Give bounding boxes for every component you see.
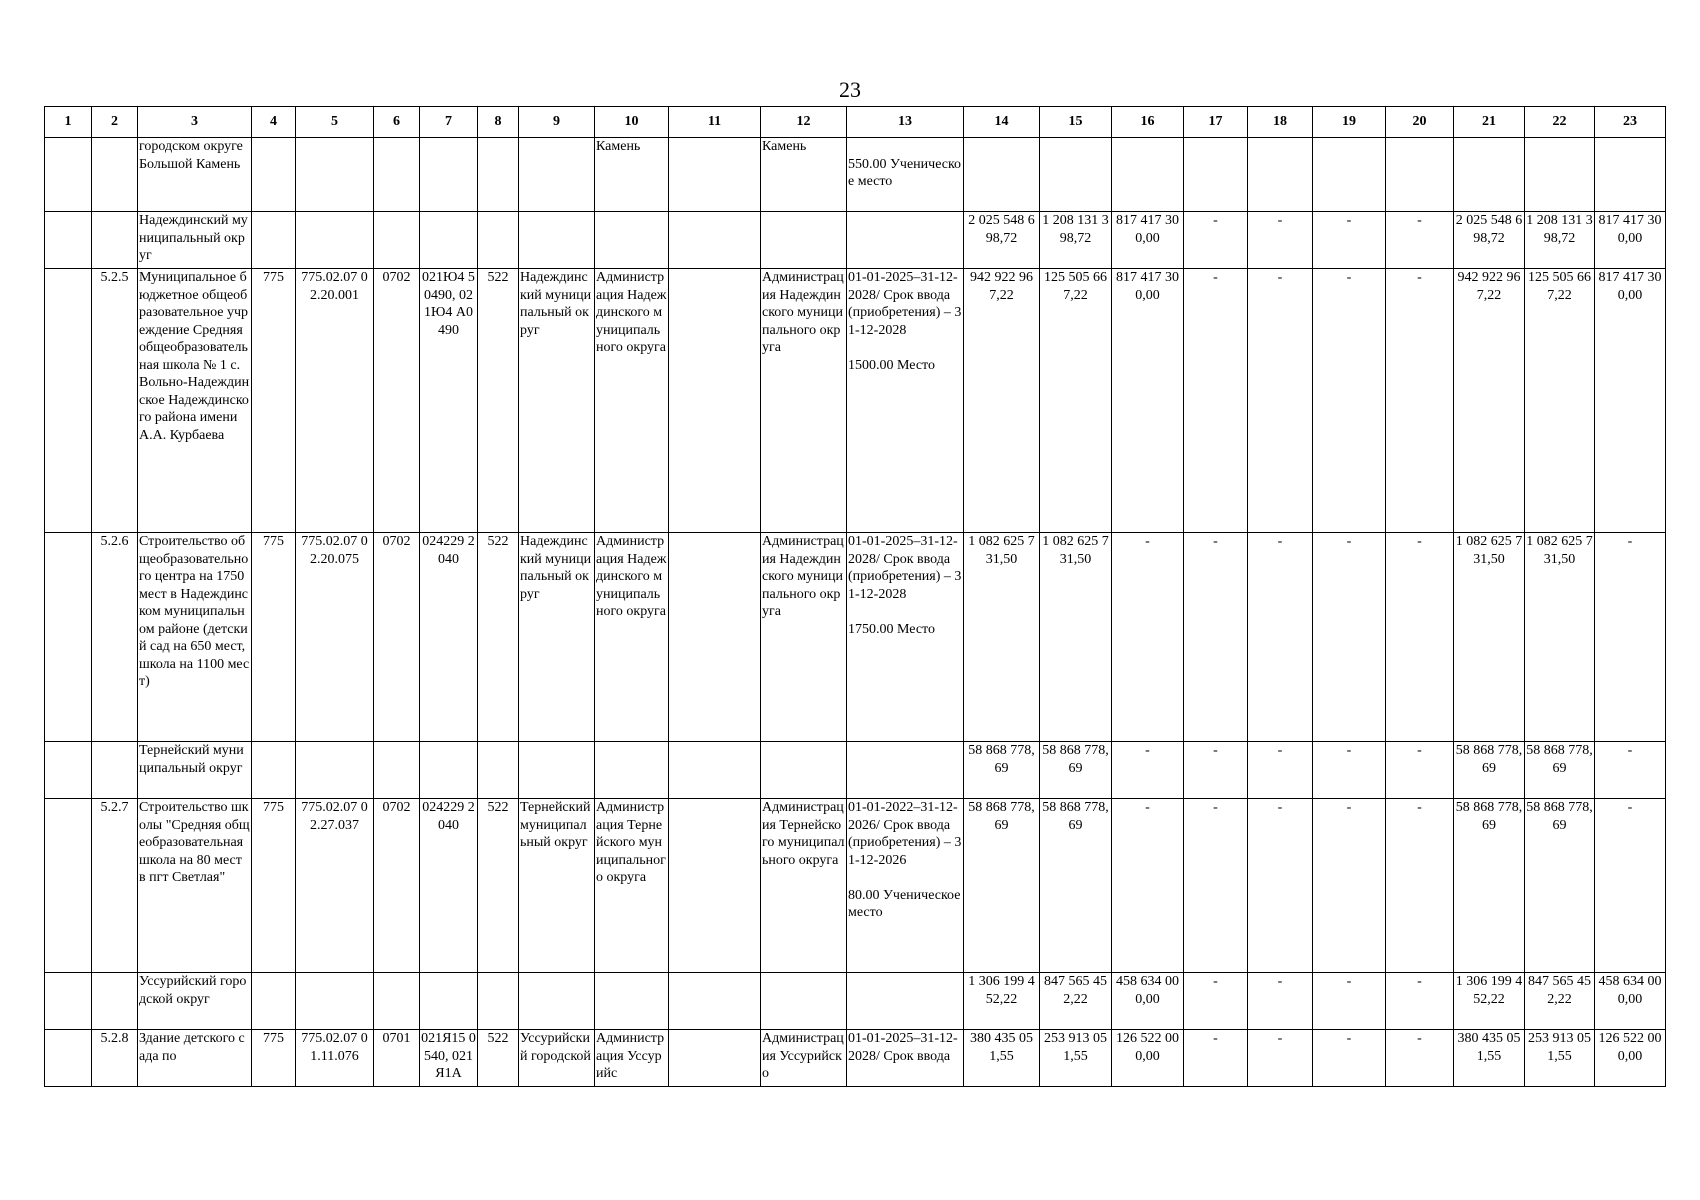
cell-col-7 bbox=[420, 742, 478, 799]
cell-col-12 bbox=[761, 212, 847, 269]
cell-col-23: 126 522 000,00 bbox=[1595, 1030, 1666, 1087]
group-row bbox=[45, 212, 1666, 269]
column-header: 14 bbox=[964, 107, 1040, 138]
cell-col-14: 2 025 548 698,72 bbox=[964, 212, 1040, 269]
cell-col-10: Администрация Надеждинского муниципального округа bbox=[595, 269, 669, 533]
cell-col-2 bbox=[92, 212, 138, 269]
column-header: 18 bbox=[1248, 107, 1313, 138]
cell-col-8 bbox=[478, 973, 519, 1030]
cell-col-12: Администрация Тернейского муниципального округа bbox=[761, 799, 847, 973]
column-header: 5 bbox=[296, 107, 374, 138]
cell-col-3: городском округе Большой Камень bbox=[138, 138, 252, 212]
cell-col-10: Администрация Надеждинского муниципального округа bbox=[595, 533, 669, 742]
cell-col-2: 5.2.6 bbox=[92, 533, 138, 742]
cell-col-4: 775 bbox=[252, 799, 296, 973]
cell-col-5: 775.02.07 01.11.076 bbox=[296, 1030, 374, 1087]
cell-col-17 bbox=[1184, 138, 1248, 212]
cell-col-3: Строительство общеобразовательного центра на 1750 мест в Надеждинском муниципальном районе (детский сад на 650 мест, школа на 1100 мест) bbox=[138, 533, 252, 742]
cell-col-19: - bbox=[1313, 533, 1386, 742]
cell-col-13: 01-01-2025–31-12-2028/ Срок ввода (приобретения) – 31-12-2028 1750.00 Место bbox=[847, 533, 964, 742]
cell-col-6 bbox=[374, 212, 420, 269]
cell-col-22: 58 868 778,69 bbox=[1525, 742, 1595, 799]
cell-col-15: 58 868 778,69 bbox=[1040, 799, 1112, 973]
cell-col-16: - bbox=[1112, 533, 1184, 742]
cell-col-19 bbox=[1313, 138, 1386, 212]
cell-col-16: 458 634 000,00 bbox=[1112, 973, 1184, 1030]
cell-col-8 bbox=[478, 212, 519, 269]
cell-col-15: 253 913 051,55 bbox=[1040, 1030, 1112, 1087]
column-header: 16 bbox=[1112, 107, 1184, 138]
continuation-row bbox=[45, 138, 1666, 212]
cell-col-8: 522 bbox=[478, 799, 519, 973]
cell-col-16: 817 417 300,00 bbox=[1112, 269, 1184, 533]
column-header: 22 bbox=[1525, 107, 1595, 138]
cell-col-8 bbox=[478, 742, 519, 799]
cell-col-4 bbox=[252, 212, 296, 269]
cell-col-14: 380 435 051,55 bbox=[964, 1030, 1040, 1087]
cell-col-9: Уссурийский городской bbox=[519, 1030, 595, 1087]
cell-col-11 bbox=[669, 138, 761, 212]
cell-col-21 bbox=[1454, 138, 1525, 212]
cell-col-22: 1 082 625 731,50 bbox=[1525, 533, 1595, 742]
cell-col-23: 817 417 300,00 bbox=[1595, 269, 1666, 533]
cell-col-2 bbox=[92, 138, 138, 212]
cell-col-10: Администрация Тернейского муниципального округа bbox=[595, 799, 669, 973]
cell-col-11 bbox=[669, 269, 761, 533]
cell-col-7 bbox=[420, 973, 478, 1030]
cell-col-3: Строительство школы "Средняя общеобразовательная школа на 80 мест в пгт Светлая" bbox=[138, 799, 252, 973]
cell-col-18: - bbox=[1248, 1030, 1313, 1087]
cell-col-19: - bbox=[1313, 212, 1386, 269]
cell-col-20 bbox=[1386, 138, 1454, 212]
column-header: 19 bbox=[1313, 107, 1386, 138]
cell-col-2: 5.2.8 bbox=[92, 1030, 138, 1087]
cell-col-12 bbox=[761, 973, 847, 1030]
cell-col-19: - bbox=[1313, 799, 1386, 973]
cell-col-9: Надеждинский муниципальный округ bbox=[519, 533, 595, 742]
cell-col-23: 817 417 300,00 bbox=[1595, 212, 1666, 269]
item-row bbox=[45, 269, 1666, 533]
cell-col-23: 458 634 000,00 bbox=[1595, 973, 1666, 1030]
cell-col-20: - bbox=[1386, 269, 1454, 533]
cell-col-14: 942 922 967,22 bbox=[964, 269, 1040, 533]
group-row bbox=[45, 742, 1666, 799]
cell-col-20: - bbox=[1386, 1030, 1454, 1087]
column-header: 2 bbox=[92, 107, 138, 138]
cell-col-15: 847 565 452,22 bbox=[1040, 973, 1112, 1030]
cell-col-1 bbox=[45, 973, 92, 1030]
cell-col-9 bbox=[519, 973, 595, 1030]
cell-col-23: - bbox=[1595, 533, 1666, 742]
cell-col-18: - bbox=[1248, 212, 1313, 269]
cell-col-11 bbox=[669, 1030, 761, 1087]
column-header: 12 bbox=[761, 107, 847, 138]
cell-col-20: - bbox=[1386, 973, 1454, 1030]
item-row bbox=[45, 799, 1666, 973]
cell-col-20: - bbox=[1386, 533, 1454, 742]
cell-col-9: Надеждинский муниципальный округ bbox=[519, 269, 595, 533]
cell-col-19: - bbox=[1313, 269, 1386, 533]
cell-col-16: - bbox=[1112, 799, 1184, 973]
cell-col-7: 021Ю4 50490, 021Ю4 А0490 bbox=[420, 269, 478, 533]
column-header: 21 bbox=[1454, 107, 1525, 138]
cell-col-17: - bbox=[1184, 742, 1248, 799]
cell-col-18: - bbox=[1248, 973, 1313, 1030]
cell-col-6 bbox=[374, 742, 420, 799]
cell-col-4 bbox=[252, 742, 296, 799]
cell-col-12 bbox=[761, 742, 847, 799]
cell-col-13: 01-01-2022–31-12-2026/ Срок ввода (приобретения) – 31-12-2026 80.00 Ученическое место bbox=[847, 799, 964, 973]
cell-col-22: 253 913 051,55 bbox=[1525, 1030, 1595, 1087]
cell-col-21: 380 435 051,55 bbox=[1454, 1030, 1525, 1087]
cell-col-18 bbox=[1248, 138, 1313, 212]
cell-col-22: 58 868 778,69 bbox=[1525, 799, 1595, 973]
cell-col-16 bbox=[1112, 138, 1184, 212]
column-header: 3 bbox=[138, 107, 252, 138]
cell-col-3: Муниципальное бюджетное общеобразовательное учреждение Средняя общеобразовательная школа № 1 с. Вольно-Надеждинское Надеждинского района имени А.А. Курбаева bbox=[138, 269, 252, 533]
page-number: 23 bbox=[839, 77, 861, 102]
column-header: 6 bbox=[374, 107, 420, 138]
cell-col-3: Уссурийский городской округ bbox=[138, 973, 252, 1030]
cell-col-21: 58 868 778,69 bbox=[1454, 742, 1525, 799]
cell-col-12: Администрация Надеждинского муниципального округа bbox=[761, 269, 847, 533]
cell-col-10: Администрация Уссурийс bbox=[595, 1030, 669, 1087]
cell-col-4: 775 bbox=[252, 1030, 296, 1087]
cell-col-15 bbox=[1040, 138, 1112, 212]
cell-col-11 bbox=[669, 533, 761, 742]
cell-col-1 bbox=[45, 212, 92, 269]
cell-col-14: 58 868 778,69 bbox=[964, 742, 1040, 799]
cell-col-7 bbox=[420, 138, 478, 212]
cell-col-6: 0701 bbox=[374, 1030, 420, 1087]
cell-col-11 bbox=[669, 799, 761, 973]
cell-col-18: - bbox=[1248, 269, 1313, 533]
cell-col-6 bbox=[374, 973, 420, 1030]
cell-col-22: 1 208 131 398,72 bbox=[1525, 212, 1595, 269]
group-row bbox=[45, 973, 1666, 1030]
column-header: 8 bbox=[478, 107, 519, 138]
cell-col-2 bbox=[92, 742, 138, 799]
cell-col-4 bbox=[252, 138, 296, 212]
cell-col-10 bbox=[595, 742, 669, 799]
cell-col-14: 1 306 199 452,22 bbox=[964, 973, 1040, 1030]
cell-col-6 bbox=[374, 138, 420, 212]
cell-col-17: - bbox=[1184, 799, 1248, 973]
cell-col-9 bbox=[519, 138, 595, 212]
cell-col-19: - bbox=[1313, 1030, 1386, 1087]
cell-col-17: - bbox=[1184, 973, 1248, 1030]
cell-col-5 bbox=[296, 212, 374, 269]
cell-col-23: - bbox=[1595, 742, 1666, 799]
cell-col-21: 58 868 778,69 bbox=[1454, 799, 1525, 973]
column-header: 15 bbox=[1040, 107, 1112, 138]
cell-col-9: Тернейский муниципальный округ bbox=[519, 799, 595, 973]
cell-col-14: 58 868 778,69 bbox=[964, 799, 1040, 973]
cell-col-17: - bbox=[1184, 269, 1248, 533]
cell-col-10 bbox=[595, 973, 669, 1030]
cell-col-3: Тернейский муниципальный округ bbox=[138, 742, 252, 799]
cell-col-14 bbox=[964, 138, 1040, 212]
cell-col-6: 0702 bbox=[374, 269, 420, 533]
cell-col-4: 775 bbox=[252, 533, 296, 742]
cell-col-3: Надеждинский муниципальный округ bbox=[138, 212, 252, 269]
cell-col-15: 125 505 667,22 bbox=[1040, 269, 1112, 533]
cell-col-1 bbox=[45, 1030, 92, 1087]
cell-col-13 bbox=[847, 212, 964, 269]
cell-col-1 bbox=[45, 269, 92, 533]
cell-col-8: 522 bbox=[478, 533, 519, 742]
cell-col-21: 2 025 548 698,72 bbox=[1454, 212, 1525, 269]
cell-col-2: 5.2.5 bbox=[92, 269, 138, 533]
item-row bbox=[45, 533, 1666, 742]
column-header: 11 bbox=[669, 107, 761, 138]
cell-col-13 bbox=[847, 973, 964, 1030]
cell-col-23: - bbox=[1595, 799, 1666, 973]
cell-col-12: Камень bbox=[761, 138, 847, 212]
cell-col-5 bbox=[296, 138, 374, 212]
cell-col-9 bbox=[519, 212, 595, 269]
cell-col-10: Камень bbox=[595, 138, 669, 212]
cell-col-18: - bbox=[1248, 742, 1313, 799]
cell-col-21: 1 306 199 452,22 bbox=[1454, 973, 1525, 1030]
cell-col-21: 1 082 625 731,50 bbox=[1454, 533, 1525, 742]
item-row bbox=[45, 1030, 1666, 1087]
cell-col-13 bbox=[847, 742, 964, 799]
budget-table bbox=[44, 106, 1666, 1087]
header-row bbox=[45, 107, 1666, 138]
cell-col-1 bbox=[45, 533, 92, 742]
column-header: 9 bbox=[519, 107, 595, 138]
cell-col-16: - bbox=[1112, 742, 1184, 799]
cell-col-16: 126 522 000,00 bbox=[1112, 1030, 1184, 1087]
cell-col-13: 550.00 Ученическое место bbox=[847, 138, 964, 212]
cell-col-22: 125 505 667,22 bbox=[1525, 269, 1595, 533]
cell-col-13: 01-01-2025–31-12-2028/ Срок ввода bbox=[847, 1030, 964, 1087]
cell-col-17: - bbox=[1184, 212, 1248, 269]
cell-col-17: - bbox=[1184, 1030, 1248, 1087]
cell-col-6: 0702 bbox=[374, 533, 420, 742]
cell-col-7 bbox=[420, 212, 478, 269]
cell-col-23 bbox=[1595, 138, 1666, 212]
cell-col-1 bbox=[45, 742, 92, 799]
cell-col-5: 775.02.07 02.27.037 bbox=[296, 799, 374, 973]
cell-col-11 bbox=[669, 973, 761, 1030]
cell-col-9 bbox=[519, 742, 595, 799]
cell-col-11 bbox=[669, 212, 761, 269]
cell-col-22 bbox=[1525, 138, 1595, 212]
cell-col-15: 58 868 778,69 bbox=[1040, 742, 1112, 799]
cell-col-6: 0702 bbox=[374, 799, 420, 973]
cell-col-5: 775.02.07 02.20.001 bbox=[296, 269, 374, 533]
column-header: 20 bbox=[1386, 107, 1454, 138]
column-header: 10 bbox=[595, 107, 669, 138]
column-header: 4 bbox=[252, 107, 296, 138]
cell-col-14: 1 082 625 731,50 bbox=[964, 533, 1040, 742]
cell-col-18: - bbox=[1248, 533, 1313, 742]
column-header: 23 bbox=[1595, 107, 1666, 138]
column-header: 17 bbox=[1184, 107, 1248, 138]
cell-col-8: 522 bbox=[478, 269, 519, 533]
cell-col-4: 775 bbox=[252, 269, 296, 533]
cell-col-2 bbox=[92, 973, 138, 1030]
cell-col-20: - bbox=[1386, 799, 1454, 973]
cell-col-16: 817 417 300,00 bbox=[1112, 212, 1184, 269]
cell-col-5 bbox=[296, 973, 374, 1030]
cell-col-1 bbox=[45, 799, 92, 973]
cell-col-7: 024229 2040 bbox=[420, 799, 478, 973]
cell-col-1 bbox=[45, 138, 92, 212]
cell-col-20: - bbox=[1386, 212, 1454, 269]
cell-col-19: - bbox=[1313, 742, 1386, 799]
column-header: 13 bbox=[847, 107, 964, 138]
cell-col-17: - bbox=[1184, 533, 1248, 742]
cell-col-8: 522 bbox=[478, 1030, 519, 1087]
cell-col-7: 024229 2040 bbox=[420, 533, 478, 742]
column-header: 7 bbox=[420, 107, 478, 138]
cell-col-12: Администрация Уссурийско bbox=[761, 1030, 847, 1087]
cell-col-15: 1 208 131 398,72 bbox=[1040, 212, 1112, 269]
cell-col-2: 5.2.7 bbox=[92, 799, 138, 973]
cell-col-5: 775.02.07 02.20.075 bbox=[296, 533, 374, 742]
cell-col-18: - bbox=[1248, 799, 1313, 973]
cell-col-3: Здание детского сада по bbox=[138, 1030, 252, 1087]
cell-col-13: 01-01-2025–31-12-2028/ Срок ввода (приобретения) – 31-12-2028 1500.00 Место bbox=[847, 269, 964, 533]
cell-col-10 bbox=[595, 212, 669, 269]
cell-col-15: 1 082 625 731,50 bbox=[1040, 533, 1112, 742]
cell-col-19: - bbox=[1313, 973, 1386, 1030]
cell-col-12: Администрация Надеждинского муниципального округа bbox=[761, 533, 847, 742]
cell-col-21: 942 922 967,22 bbox=[1454, 269, 1525, 533]
cell-col-4 bbox=[252, 973, 296, 1030]
column-header: 1 bbox=[45, 107, 92, 138]
cell-col-20: - bbox=[1386, 742, 1454, 799]
cell-col-5 bbox=[296, 742, 374, 799]
cell-col-11 bbox=[669, 742, 761, 799]
cell-col-22: 847 565 452,22 bbox=[1525, 973, 1595, 1030]
cell-col-8 bbox=[478, 138, 519, 212]
cell-col-7: 021Я15 0540, 021Я1А bbox=[420, 1030, 478, 1087]
